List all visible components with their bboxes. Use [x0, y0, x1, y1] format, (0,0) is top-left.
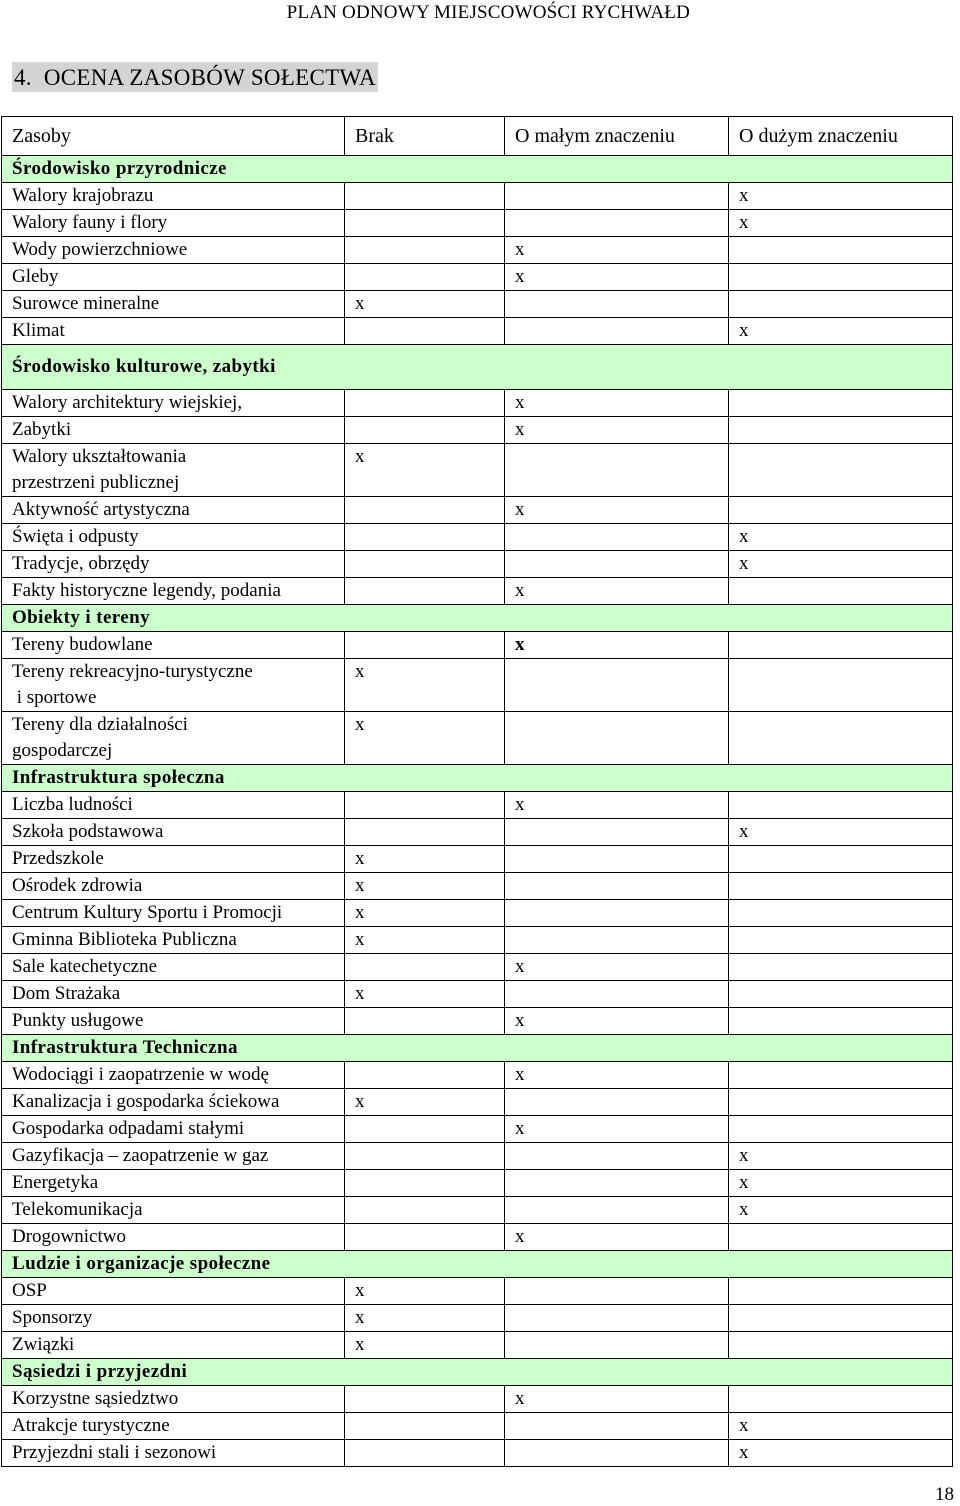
mark-brak	[345, 210, 505, 237]
table-row	[2, 900, 953, 927]
mark-o-duzym-znaczeniu	[729, 632, 953, 659]
column-header-o-malym-znaczeniu: O małym znaczeniu	[505, 117, 729, 156]
mark-o-malym-znaczeniu: x	[505, 417, 729, 444]
mark-o-malym-znaczeniu: x	[505, 1116, 729, 1143]
resource-label: Tradycje, obrzędy	[2, 551, 345, 578]
category-label-text: Infrastruktura Techniczna	[12, 1037, 238, 1058]
mark-o-malym-znaczeniu: x	[505, 954, 729, 981]
mark-brak	[345, 578, 505, 605]
mark-o-duzym-znaczeniu: x	[729, 524, 953, 551]
resource-label: Tereny rekreacyjno-turystyczne i sportowe	[2, 659, 345, 712]
resource-label: Gleby	[2, 264, 345, 291]
mark-o-malym-znaczeniu	[505, 659, 729, 712]
category-row	[2, 156, 953, 183]
table-row	[2, 1413, 953, 1440]
section-title-text: OCENA ZASOBÓW SOŁECTWA	[43, 65, 376, 90]
mark-brak	[345, 551, 505, 578]
page-number: 18	[935, 1484, 954, 1505]
resource-label: Telekomunikacja	[2, 1197, 345, 1224]
document-header: PLAN ODNOWY MIEJSCOWOŚCI RYCHWAŁD	[286, 2, 690, 23]
category-label-text: Obiekty i tereny	[12, 607, 150, 628]
mark-o-malym-znaczeniu: x	[505, 237, 729, 264]
mark-o-malym-znaczeniu: x	[505, 1062, 729, 1089]
table-row	[2, 1440, 953, 1467]
mark-o-duzym-znaczeniu	[729, 659, 953, 712]
table-row	[2, 632, 953, 659]
mark-o-malym-znaczeniu	[505, 524, 729, 551]
mark-brak: x	[345, 659, 505, 712]
table-row	[2, 183, 953, 210]
table-row	[2, 291, 953, 318]
category-row	[2, 765, 953, 792]
mark-o-malym-znaczeniu	[505, 900, 729, 927]
mark-o-duzym-znaczeniu: x	[729, 1440, 953, 1467]
resource-label: Korzystne sąsiedztwo	[2, 1386, 345, 1413]
resource-label: Klimat	[2, 318, 345, 345]
mark-o-malym-znaczeniu: x	[505, 264, 729, 291]
category-row	[2, 605, 953, 632]
resource-label: Zabytki	[2, 417, 345, 444]
resource-label: Drogownictwo	[2, 1224, 345, 1251]
mark-o-duzym-znaczeniu	[729, 792, 953, 819]
resource-label: Kanalizacja i gospodarka ściekowa	[2, 1089, 345, 1116]
table-row	[2, 1116, 953, 1143]
mark-o-duzym-znaczeniu	[729, 237, 953, 264]
table-row	[2, 237, 953, 264]
mark-o-duzym-znaczeniu	[729, 1278, 953, 1305]
resource-label: Tereny dla działalności gospodarczej	[2, 712, 345, 765]
mark-brak	[345, 417, 505, 444]
table-row	[2, 927, 953, 954]
resource-label: Punkty usługowe	[2, 1008, 345, 1035]
mark-brak: x	[345, 873, 505, 900]
mark-brak: x	[345, 1278, 505, 1305]
table-row	[2, 1197, 953, 1224]
mark-o-malym-znaczeniu	[505, 183, 729, 210]
mark-o-malym-znaczeniu	[505, 551, 729, 578]
mark-o-duzym-znaczeniu	[729, 264, 953, 291]
mark-o-malym-znaczeniu	[505, 1278, 729, 1305]
mark-o-malym-znaczeniu: x	[505, 578, 729, 605]
mark-o-duzym-znaczeniu: x	[729, 183, 953, 210]
mark-o-malym-znaczeniu	[505, 444, 729, 497]
mark-brak: x	[345, 1332, 505, 1359]
mark-brak	[345, 954, 505, 981]
category-label	[2, 345, 953, 390]
mark-o-duzym-znaczeniu	[729, 291, 953, 318]
mark-brak	[345, 1413, 505, 1440]
mark-brak	[345, 792, 505, 819]
mark-brak	[345, 1008, 505, 1035]
resource-label: Centrum Kultury Sportu i Promocji	[2, 900, 345, 927]
category-label-text: Środowisko kulturowe, zabytki	[12, 356, 276, 377]
mark-brak	[345, 1062, 505, 1089]
mark-o-malym-znaczeniu	[505, 318, 729, 345]
category-label	[2, 765, 953, 792]
resource-label: Szkoła podstawowa	[2, 819, 345, 846]
mark-o-malym-znaczeniu	[505, 819, 729, 846]
table-row	[2, 659, 953, 712]
mark-o-duzym-znaczeniu	[729, 1224, 953, 1251]
mark-brak: x	[345, 444, 505, 497]
category-label-text: Środowisko przyrodnicze	[12, 158, 227, 179]
resource-label: Przedszkole	[2, 846, 345, 873]
table-row	[2, 792, 953, 819]
mark-brak: x	[345, 927, 505, 954]
resource-label: Aktywność artystyczna	[2, 497, 345, 524]
resource-label: Fakty historyczne legendy, podania	[2, 578, 345, 605]
resource-label: Surowce mineralne	[2, 291, 345, 318]
mark-o-duzym-znaczeniu: x	[729, 551, 953, 578]
resource-label: Przyjezdni stali i sezonowi	[2, 1440, 345, 1467]
mark-brak	[345, 632, 505, 659]
mark-brak	[345, 1143, 505, 1170]
mark-o-malym-znaczeniu	[505, 1440, 729, 1467]
table-row	[2, 1305, 953, 1332]
category-label	[2, 1251, 953, 1278]
mark-brak	[345, 390, 505, 417]
resource-label: Święta i odpusty	[2, 524, 345, 551]
mark-o-duzym-znaczeniu	[729, 900, 953, 927]
mark-o-duzym-znaczeniu	[729, 417, 953, 444]
column-header-o-duzym-znaczeniu: O dużym znaczeniu	[729, 117, 953, 156]
category-label-text: Infrastruktura społeczna	[12, 767, 225, 788]
mark-o-malym-znaczeniu	[505, 927, 729, 954]
resource-label: Związki	[2, 1332, 345, 1359]
mark-o-duzym-znaczeniu	[729, 390, 953, 417]
table-row	[2, 578, 953, 605]
table-row	[2, 264, 953, 291]
resource-label: Wodociągi i zaopatrzenie w wodę	[2, 1062, 345, 1089]
mark-o-malym-znaczeniu	[505, 1305, 729, 1332]
resource-label: Sale katechetyczne	[2, 954, 345, 981]
mark-o-malym-znaczeniu: x	[505, 1224, 729, 1251]
table-row	[2, 873, 953, 900]
mark-brak	[345, 1197, 505, 1224]
mark-o-duzym-znaczeniu	[729, 1008, 953, 1035]
resource-label: Ośrodek zdrowia	[2, 873, 345, 900]
mark-o-malym-znaczeniu	[505, 1143, 729, 1170]
category-row	[2, 1035, 953, 1062]
table-row	[2, 954, 953, 981]
table-row	[2, 497, 953, 524]
mark-o-duzym-znaczeniu	[729, 954, 953, 981]
mark-o-duzym-znaczeniu	[729, 1089, 953, 1116]
mark-o-malym-znaczeniu: x	[505, 1386, 729, 1413]
mark-o-duzym-znaczeniu: x	[729, 819, 953, 846]
table-row	[2, 1278, 953, 1305]
mark-brak	[345, 318, 505, 345]
mark-o-duzym-znaczeniu	[729, 927, 953, 954]
resource-label: Walory krajobrazu	[2, 183, 345, 210]
mark-o-malym-znaczeniu	[505, 291, 729, 318]
mark-brak: x	[345, 900, 505, 927]
mark-o-duzym-znaczeniu	[729, 578, 953, 605]
table-row	[2, 846, 953, 873]
resource-label: Liczba ludności	[2, 792, 345, 819]
mark-brak	[345, 1386, 505, 1413]
mark-o-malym-znaczeniu: x	[505, 792, 729, 819]
table-row	[2, 1170, 953, 1197]
table-row	[2, 1224, 953, 1251]
category-row	[2, 345, 953, 390]
mark-o-duzym-znaczeniu	[729, 846, 953, 873]
table-row	[2, 981, 953, 1008]
resource-label: Walory fauny i flory	[2, 210, 345, 237]
mark-o-malym-znaczeniu	[505, 1197, 729, 1224]
mark-o-duzym-znaczeniu	[729, 1305, 953, 1332]
category-row	[2, 1359, 953, 1386]
mark-o-duzym-znaczeniu: x	[729, 1197, 953, 1224]
mark-o-malym-znaczeniu: x	[505, 1008, 729, 1035]
table-row	[2, 1089, 953, 1116]
mark-brak: x	[345, 291, 505, 318]
resource-label: Walory architektury wiejskiej,	[2, 390, 345, 417]
mark-brak	[345, 819, 505, 846]
resource-label: Dom Strażaka	[2, 981, 345, 1008]
category-label	[2, 605, 953, 632]
category-label	[2, 1359, 953, 1386]
section-number: 4.	[14, 65, 32, 90]
mark-brak: x	[345, 1305, 505, 1332]
mark-o-malym-znaczeniu	[505, 1089, 729, 1116]
category-label	[2, 1035, 953, 1062]
table-row	[2, 444, 953, 497]
category-label	[2, 156, 953, 183]
column-header-brak: Brak	[345, 117, 505, 156]
mark-o-duzym-znaczeniu	[729, 497, 953, 524]
mark-brak: x	[345, 846, 505, 873]
mark-brak	[345, 1224, 505, 1251]
resource-label: Gospodarka odpadami stałymi	[2, 1116, 345, 1143]
resource-label: Tereny budowlane	[2, 632, 345, 659]
table-row	[2, 551, 953, 578]
mark-o-malym-znaczeniu: x	[505, 390, 729, 417]
table-row	[2, 390, 953, 417]
mark-o-duzym-znaczeniu	[729, 981, 953, 1008]
mark-brak: x	[345, 1089, 505, 1116]
table-row	[2, 1332, 953, 1359]
mark-brak	[345, 1116, 505, 1143]
resource-label: Gazyfikacja – zaopatrzenie w gaz	[2, 1143, 345, 1170]
mark-o-duzym-znaczeniu: x	[729, 210, 953, 237]
mark-o-duzym-znaczeniu	[729, 712, 953, 765]
mark-o-duzym-znaczeniu: x	[729, 1413, 953, 1440]
table-row	[2, 819, 953, 846]
mark-o-malym-znaczeniu	[505, 712, 729, 765]
mark-brak	[345, 264, 505, 291]
mark-brak: x	[345, 712, 505, 765]
table-row	[2, 712, 953, 765]
resource-label: OSP	[2, 1278, 345, 1305]
mark-brak	[345, 497, 505, 524]
category-label-text: Ludzie i organizacje społeczne	[12, 1253, 271, 1274]
section-title	[12, 62, 378, 92]
mark-brak: x	[345, 981, 505, 1008]
resource-label: Sponsorzy	[2, 1305, 345, 1332]
category-row	[2, 1251, 953, 1278]
resources-table	[1, 116, 953, 1467]
mark-o-duzym-znaczeniu: x	[729, 1170, 953, 1197]
table-row	[2, 1008, 953, 1035]
mark-o-malym-znaczeniu	[505, 873, 729, 900]
mark-o-duzym-znaczeniu	[729, 1062, 953, 1089]
mark-o-duzym-znaczeniu	[729, 1116, 953, 1143]
table-header-row	[2, 117, 953, 156]
mark-brak	[345, 1440, 505, 1467]
table-row	[2, 1062, 953, 1089]
mark-o-duzym-znaczeniu	[729, 444, 953, 497]
table-row	[2, 318, 953, 345]
table-row	[2, 1386, 953, 1413]
mark-o-malym-znaczeniu	[505, 210, 729, 237]
mark-o-duzym-znaczeniu: x	[729, 1143, 953, 1170]
mark-o-malym-znaczeniu: x	[505, 632, 729, 659]
mark-o-malym-znaczeniu: x	[505, 497, 729, 524]
category-label-text: Sąsiedzi i przyjezdni	[12, 1361, 188, 1382]
mark-o-malym-znaczeniu	[505, 846, 729, 873]
mark-brak	[345, 1170, 505, 1197]
table-row	[2, 417, 953, 444]
mark-o-duzym-znaczeniu	[729, 1386, 953, 1413]
resource-label: Energetyka	[2, 1170, 345, 1197]
mark-o-duzym-znaczeniu: x	[729, 318, 953, 345]
resource-label: Atrakcje turystyczne	[2, 1413, 345, 1440]
resource-label: Gminna Biblioteka Publiczna	[2, 927, 345, 954]
mark-brak	[345, 183, 505, 210]
table-row	[2, 524, 953, 551]
mark-brak	[345, 237, 505, 264]
mark-o-malym-znaczeniu	[505, 1332, 729, 1359]
mark-brak	[345, 524, 505, 551]
mark-o-malym-znaczeniu	[505, 981, 729, 1008]
mark-o-duzym-znaczeniu	[729, 873, 953, 900]
resource-label: Walory ukształtowania przestrzeni publicznej	[2, 444, 345, 497]
column-header-zasoby: Zasoby	[2, 117, 345, 156]
mark-o-malym-znaczeniu	[505, 1170, 729, 1197]
table-row	[2, 1143, 953, 1170]
table-row	[2, 210, 953, 237]
mark-o-malym-znaczeniu	[505, 1413, 729, 1440]
mark-o-duzym-znaczeniu	[729, 1332, 953, 1359]
resource-label: Wody powierzchniowe	[2, 237, 345, 264]
